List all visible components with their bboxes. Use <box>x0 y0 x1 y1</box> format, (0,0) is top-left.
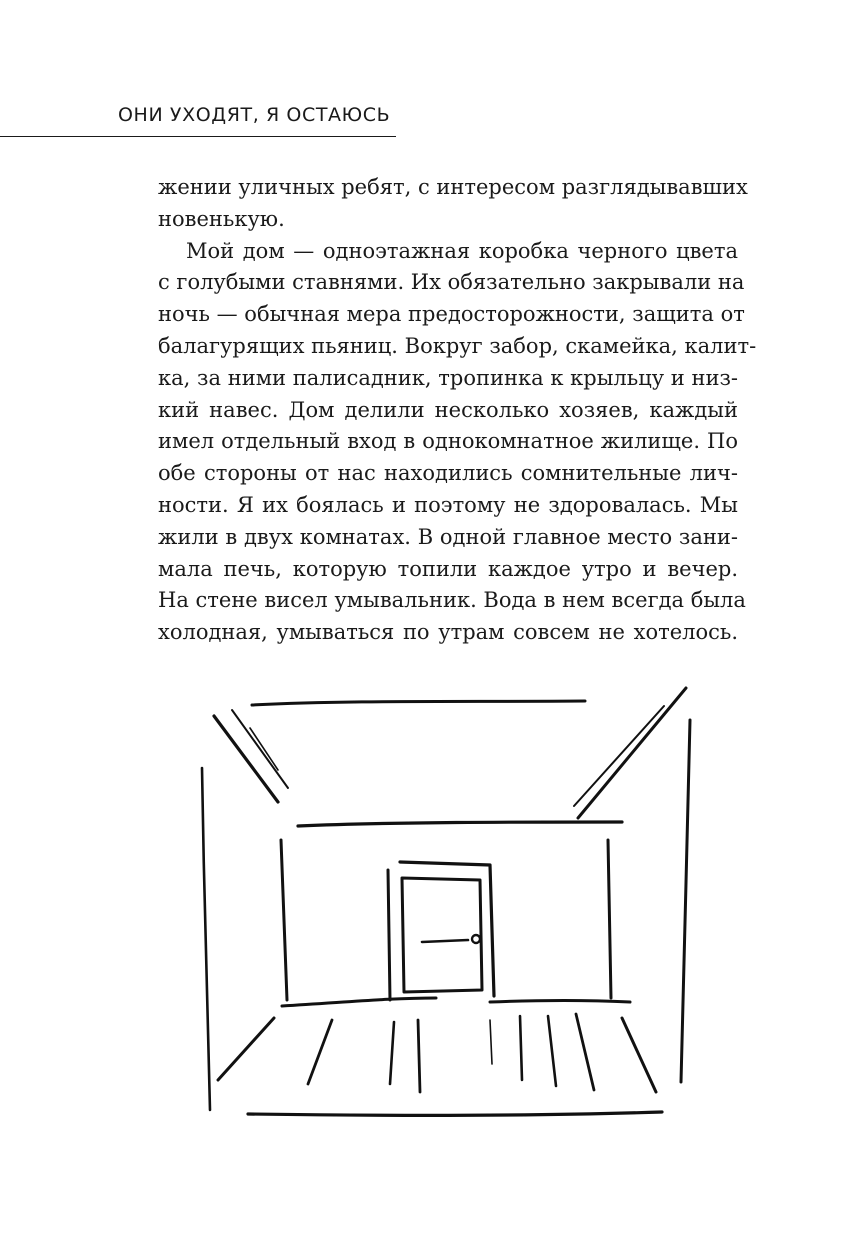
floor-board-line <box>418 1020 420 1092</box>
text-line: с голубыми ставнями. Их обязательно закрывали на <box>158 270 745 295</box>
running-head: ОНИ УХОДЯТ, Я ОСТАЮСЬ <box>118 104 391 126</box>
paragraph <box>158 236 757 649</box>
room-interior-sketch-icon <box>190 680 710 1130</box>
right-inner-wall-line <box>608 840 611 998</box>
text-line: жили в двух комнатах. В одной главное место зани- <box>158 524 738 549</box>
floor-board-line <box>490 1020 492 1064</box>
text-line: На стене висел умывальник. Вода в нем всегда была <box>158 588 746 613</box>
door-handle <box>422 940 468 942</box>
floor-board-line <box>548 1016 556 1086</box>
floor-back-line <box>490 1001 630 1003</box>
ceiling-right-diagonal <box>578 688 686 818</box>
floor-board-line <box>520 1016 522 1080</box>
floor-board-line <box>218 1018 274 1080</box>
text-line: балагурящих пьяниц. Вокруг забор, скамейка, калит- <box>158 333 757 358</box>
floor-back-line <box>282 998 436 1006</box>
text-line: ности. Я их боялась и поэтому не здоровалась. Мы <box>158 492 738 517</box>
door-panel <box>402 878 482 992</box>
body-text <box>158 172 757 649</box>
ceiling-edge-line <box>252 701 585 705</box>
floor-board-line <box>308 1020 332 1084</box>
text-line: новенькую. <box>158 206 285 231</box>
left-outer-wall-line <box>202 768 210 1110</box>
door-knob <box>472 935 480 943</box>
ceiling-right-diagonal <box>574 706 664 806</box>
text-line: кий навес. Дом делили несколько хозяев, каждый <box>158 397 738 422</box>
ceiling-left-diagonal <box>250 728 278 770</box>
floor-board-line <box>622 1018 656 1092</box>
back-wall-top-line <box>298 822 622 826</box>
text-line: Мой дом — одноэтажная коробка черного цвета <box>186 238 738 263</box>
left-inner-wall-line <box>281 840 287 1000</box>
text-line: обе стороны от нас находились сомнительные лич- <box>158 461 738 486</box>
door-frame <box>388 870 390 1000</box>
floor-board-line <box>390 1022 394 1084</box>
text-line: имел отдельный вход в однокомнатное жилище. По <box>158 429 738 454</box>
right-outer-wall-line <box>681 720 690 1082</box>
text-line: ка, за ними палисадник, тропинка к крыльцу и низ- <box>158 365 738 390</box>
continuation-paragraph <box>158 172 748 236</box>
floor-board-line <box>576 1014 594 1090</box>
text-line: ночь — обычная мера предосторожности, защита от <box>158 302 745 327</box>
running-head-rule <box>0 136 396 137</box>
text-line: мала печь, которую топили каждое утро и вечер. <box>158 556 738 581</box>
text-line: холодная, умываться по утрам совсем не хотелось. <box>158 620 738 645</box>
text-line: жении уличных ребят, с интересом разглядывавших <box>158 175 748 199</box>
floor-front-line <box>248 1112 662 1115</box>
